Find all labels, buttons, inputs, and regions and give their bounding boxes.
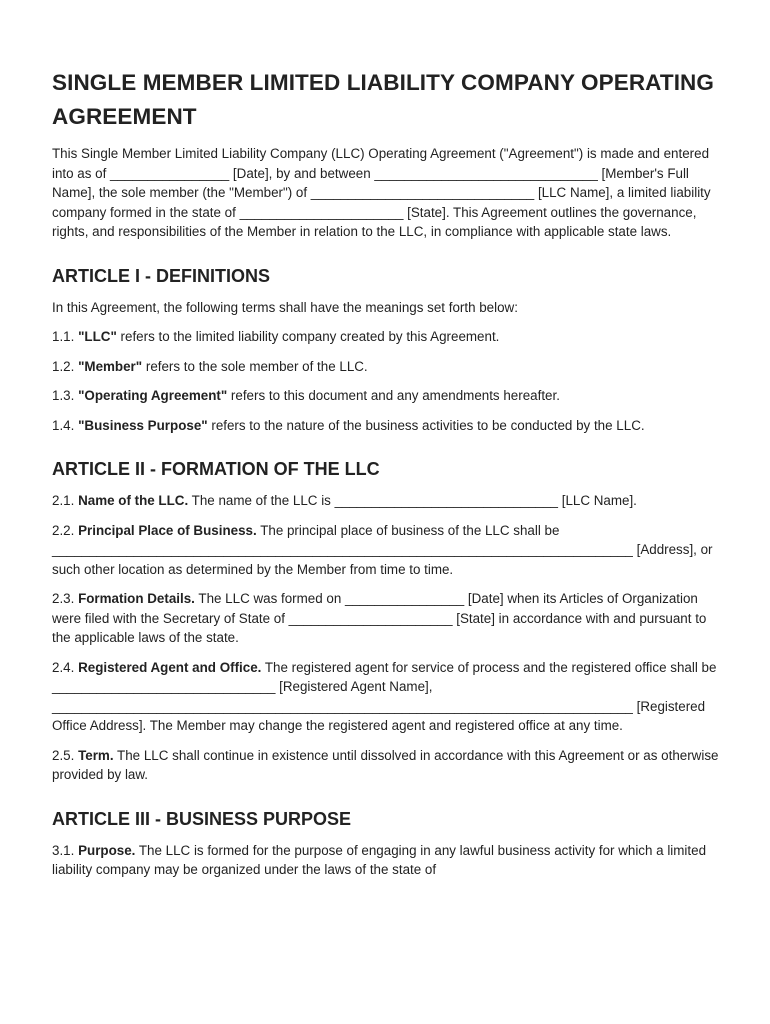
- item-text: The principal place of business of the LLC shall be ______________________________________________________________________________ [Address], or such other location as determined by the Member from time to time.: [52, 522, 713, 577]
- article-3-heading: ARTICLE III - BUSINESS PURPOSE: [52, 808, 352, 829]
- item-number: 1.2.: [52, 358, 75, 374]
- item-number: 3.1.: [52, 842, 75, 858]
- purpose-item-3-1: [52, 841, 720, 880]
- formation-item-2-3: [52, 589, 720, 648]
- item-text: refers to the nature of the business activities to be conducted by the LLC.: [211, 417, 645, 433]
- item-number: 1.3.: [52, 388, 75, 403]
- article-1-intro: In this Agreement, the following terms shall have the meanings set forth below:: [52, 299, 518, 315]
- item-term: Formation Details.: [78, 591, 195, 606]
- formation-item-2-2: [52, 521, 720, 580]
- item-term: Term.: [78, 747, 114, 763]
- item-term: "LLC": [78, 329, 117, 344]
- intro-paragraph: This Single Member Limited Liability Company (LLC) Operating Agreement ("Agreement") is made and entered into as of ________________ [Date], by and between ______________________________ [Member's Full Name], the sole member (the "Member") of ______________________________ [LLC Name], a limited liability company formed in the state of ______________________ [State]. This Agreement outlines the governance, rights, and responsibilities of the Member in relation to the LLC, in compliance with applicable state laws.: [52, 146, 711, 239]
- item-text: The registered agent for service of process and the registered office shall be ______________________________ [Registered Agent Name], ______________________________________________________________________________ [Registered Office Address]. The Member may change the registered agent and registered office at any time.: [52, 659, 717, 733]
- item-number: 2.1.: [52, 493, 75, 508]
- item-number: 2.4.: [52, 659, 75, 675]
- definition-item-1-2: [52, 357, 720, 377]
- item-number: 1.1.: [52, 329, 75, 344]
- item-term: Registered Agent and Office.: [78, 659, 262, 675]
- item-number: 2.2.: [52, 522, 75, 538]
- item-text: The name of the LLC is ______________________________ [LLC Name].: [191, 493, 637, 508]
- item-term: "Operating Agreement": [78, 388, 228, 403]
- definition-item-1-3: [52, 386, 720, 406]
- item-number: 2.3.: [52, 591, 75, 606]
- item-term: Purpose.: [78, 842, 136, 858]
- definition-item-1-1: [52, 327, 720, 347]
- item-text: refers to this document and any amendments hereafter.: [230, 388, 560, 403]
- item-text: refers to the limited liability company created by this Agreement.: [120, 329, 500, 344]
- document-title: SINGLE MEMBER LIMITED LIABILITY COMPANY OPERATING AGREEMENT: [52, 70, 715, 129]
- item-text: The LLC shall continue in existence until dissolved in accordance with this Agreement or as otherwise provided by law.: [52, 747, 719, 782]
- formation-item-2-1: [52, 491, 720, 511]
- article-2-heading: ARTICLE II - FORMATION OF THE LLC: [52, 459, 380, 479]
- article-1-heading: ARTICLE I - DEFINITIONS: [52, 265, 270, 286]
- item-term: "Business Purpose": [78, 417, 208, 433]
- item-number: 2.5.: [52, 747, 75, 763]
- item-term: Principal Place of Business.: [78, 522, 257, 538]
- item-number: 1.4.: [52, 417, 75, 433]
- formation-item-2-5: [52, 746, 720, 785]
- item-text: refers to the sole member of the LLC.: [145, 358, 368, 374]
- formation-item-2-4: [52, 658, 720, 736]
- item-term: Name of the LLC.: [78, 493, 189, 508]
- definition-item-1-4: [52, 416, 720, 436]
- document-page: [52, 66, 720, 890]
- item-text: The LLC is formed for the purpose of engaging in any lawful business activity for which a limited liability company may be organized under the laws of the state of: [52, 842, 707, 877]
- item-term: "Member": [78, 358, 143, 374]
- item-text: The LLC was formed on ________________ [Date] when its Articles of Organization were filed with the Secretary of State of ______________________ [State] in accordance with and pursuant to the applicable laws of the state.: [52, 591, 707, 645]
